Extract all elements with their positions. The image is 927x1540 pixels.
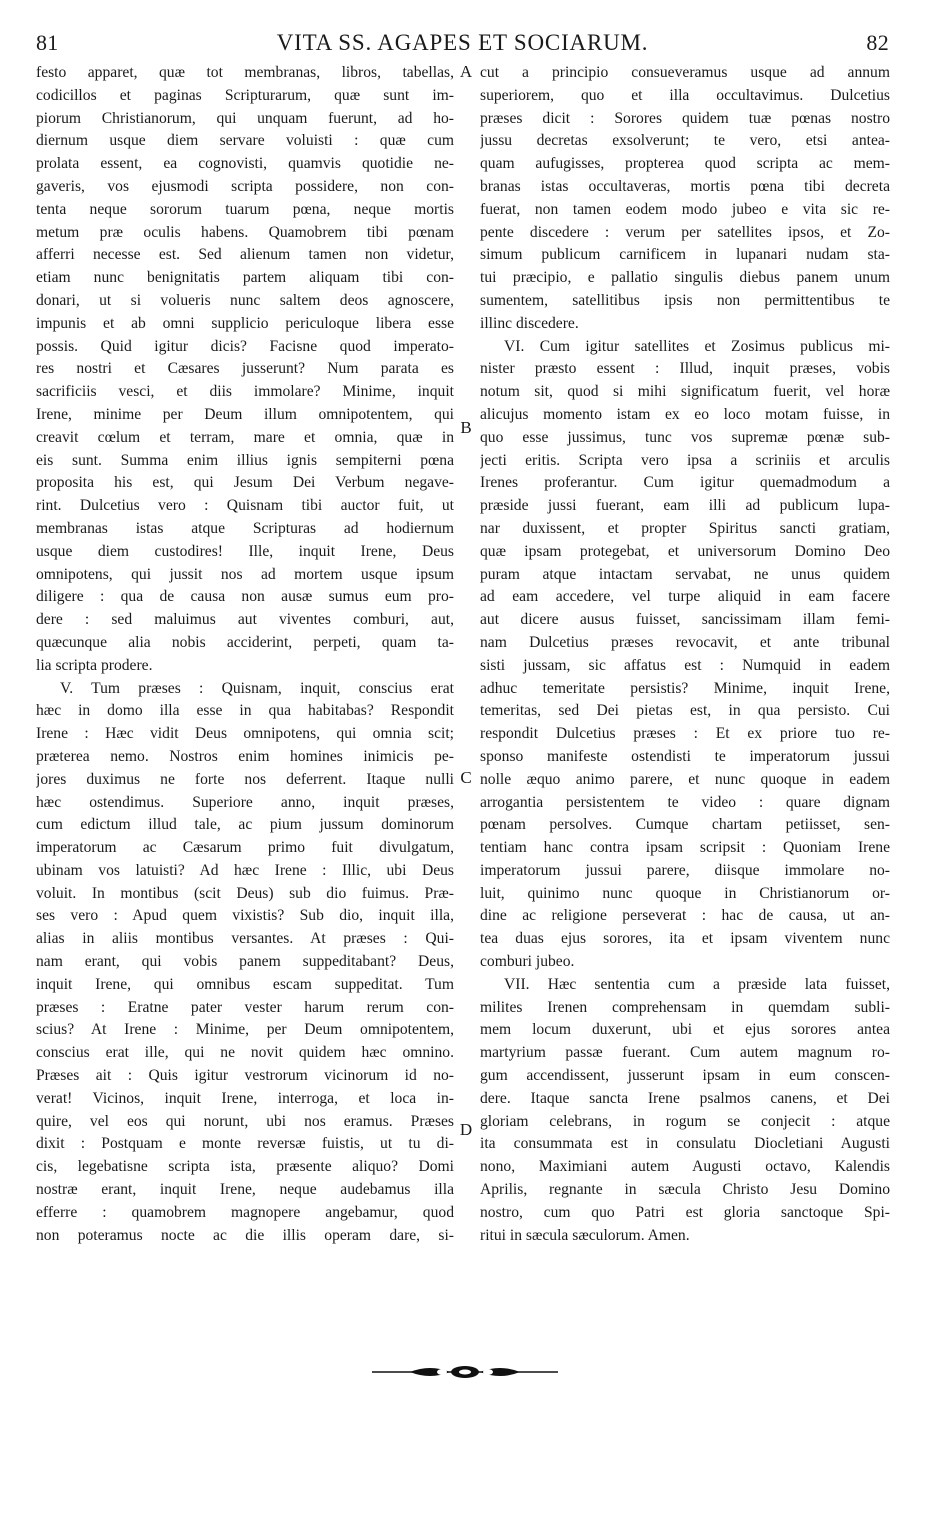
text-line: sisti jussam, sic affatus est : Numquid in eadem — [480, 656, 890, 674]
text-line: branas istas occultaveras, mortis pœna tibi decreta — [480, 177, 890, 195]
text-line: milites Irenen comprehensam in quemdam subli- — [480, 998, 890, 1016]
text-line: Præses ait : Quis igitur vestrorum vicinorum id no- — [36, 1067, 454, 1085]
text-line: quæ ipsam protegebat, et universorum Domino Deo — [480, 542, 890, 560]
text-line: fuerat, non tamen eodem modo jubeo e vita sic re- — [480, 200, 890, 218]
text-line: etiam nunc benignitatis partem aliquam tibi con- — [36, 269, 454, 287]
text-line: res nostri et Cæsares jusserunt? Num parata es — [36, 360, 454, 378]
text-line: cum edictum illud tale, ac pium jussum dominorum — [36, 816, 454, 834]
text-line: sponso manifeste ostendisti te imperatorum jussui — [480, 747, 890, 765]
text-line: donari, ut si volueris nunc saltem deos agnoscere, — [36, 291, 454, 309]
text-line: notum sit, quod si mihi significatum fuerit, vel horæ — [480, 383, 890, 401]
text-line: imperatorum ac Cæsarum primo fuit divulgatum, — [36, 839, 454, 857]
text-line: præses dicit : Sorores quidem tuæ pœnas nostro — [480, 109, 890, 127]
text-line: verat! Vicinos, inquit Irene, interroga, et loca in- — [36, 1089, 454, 1107]
tailpiece-ornament-icon — [370, 1360, 560, 1384]
text-line: dere : sed maluimus aut viventes comburi, aut, — [36, 611, 454, 629]
text-line: ubinam vos latuisti? Ad hæc Irene : Illic, ubi Deus — [36, 861, 454, 879]
text-line: codicillos et paginas Scripturarum, quæ sunt im- — [36, 86, 454, 104]
text-line: ses vero : Apud quem vixistis? Sub dio, inquit illa, — [36, 907, 454, 925]
text-line: tui præcipio, e pallatio singulis diebus panem unum — [480, 269, 890, 287]
text-line: diligere : qua de causa non ausæ sumus eum pro- — [36, 588, 454, 606]
text-line: Irenes proferantur. Cum igitur quemadmodum a — [480, 474, 890, 492]
running-header — [36, 30, 889, 60]
margin-letter-a: A — [459, 62, 473, 81]
text-line: alias in aliis montibus versantes. At præses : Qui- — [36, 930, 454, 948]
text-line: respondit Dulcetius præses : Et ex priore tuo re- — [480, 725, 890, 743]
text-line: nostro, cum quo Patri est gloria sanctoque Spi- — [480, 1203, 890, 1221]
text-line: voluit. In montibus (scit Deus) sub dio fuimus. Præ- — [36, 884, 454, 902]
text-line: nono, Maximiani autem Augusti octavo, Kalendis — [480, 1158, 890, 1176]
text-line: jecti eritis. Scripta vero ipsa a scriniis et arculis — [480, 451, 890, 469]
text-line: piorum Christianorum, qui unquam fuerunt, ad ho- — [36, 109, 454, 127]
text-line: impunis et ab omni supplicio periculoque libera esse — [36, 314, 454, 332]
text-line: usque diem custodires! Ille, inquit Irene, Deus — [36, 542, 454, 560]
text-line: creavit cœlum et terram, mare et omnia, quæ in — [36, 428, 454, 446]
text-line: comburi jubeo. — [480, 953, 575, 971]
text-line: luit, quinimo nunc quoque in Christianorum or- — [480, 884, 890, 902]
text-line: prolata essent, ea cognovisti, quamvis quotidie ne- — [36, 155, 454, 173]
text-line: festo apparet, quæ tot membranas, libros, tabellas, — [36, 64, 454, 81]
page-number-right: 82 — [866, 30, 889, 55]
text-line: quo esse jussimus, tunc vos supremæ pœnæ sub- — [480, 428, 890, 446]
right-column — [480, 62, 890, 1247]
text-line: quam aufugisses, propterea quod scripta ac mem- — [480, 155, 890, 173]
text-line: pœnam persolves. Cumque chartam petiisset, sen- — [480, 816, 890, 834]
text-line: præterea nemo. Nostros enim homines inimicis pe- — [36, 747, 454, 765]
text-line: sacrificiis vesci, et diis immolare? Minime, inquit — [36, 383, 454, 401]
text-line: cis, legebatisne scripta ista, præsente aliquo? Domi — [36, 1158, 454, 1176]
text-line: V. Tum præses : Quisnam, inquit, conscius erat — [60, 679, 454, 697]
text-line: non poteramus nocte ac die illis operam dare, si- — [36, 1226, 454, 1244]
text-line: imperatorum jussui parere, diisque immolare no- — [480, 861, 890, 879]
text-line: dere. Itaque sancta Irene psalmos canens, et Dei — [480, 1089, 890, 1107]
text-line: gloriam celebrans, in rogum se conjecit : atque — [480, 1112, 890, 1130]
text-line: hæc ostendimus. Superiore anno, inquit præses, — [36, 793, 454, 811]
text-line: quire, vel eos qui norunt, ubi nos eramus. Præses — [36, 1112, 454, 1130]
text-line: omnipotens, qui jussit nos ad mortem usque ipsum — [36, 565, 454, 583]
text-line: adhuc temeritate persistis? Minime, inquit Irene, — [480, 679, 890, 697]
text-line: VII. Hæc sententia cum a præside lata fuisset, — [504, 975, 890, 993]
left-column — [36, 62, 454, 1247]
margin-letter-d: D — [459, 1120, 473, 1139]
text-line: Aprilis, regnante in sæcula Christo Jesu Domino — [480, 1181, 890, 1199]
text-line: diernum usque diem servare voluisti : quæ cum — [36, 132, 454, 150]
text-line: membranas istas atque Scripturas ad hodiernum — [36, 519, 454, 537]
text-line: pente discedere : verum per satellites ipsos, et Zo- — [480, 223, 890, 241]
text-line: jussu decretas exsolverunt; te vero, etsi antea- — [480, 132, 890, 150]
text-line: dine ac religione perseverat : hac de causa, ut an- — [480, 907, 890, 925]
text-line: ad eam accedere, vel turpe aliquid in eam facere — [480, 588, 890, 606]
text-line: rint. Dulcetius vero : Quisnam tibi auctor fuit, ut — [36, 497, 454, 515]
text-line: conscius erat ille, qui ne novit quidem hæc omnino. — [36, 1044, 454, 1062]
text-line: possis. Quid igitur dicis? Facisne quod imperato- — [36, 337, 454, 355]
text-line: præses : Eratne pater vester harum rerum con- — [36, 998, 454, 1016]
text-line: proposita his est, qui Jesum Dei Verbum negave- — [36, 474, 454, 492]
text-line: nam erant, qui vobis panem suppeditabant? Deus, — [36, 953, 454, 971]
margin-letter-b: B — [460, 418, 472, 437]
text-line: ritui in sæcula sæculorum. Amen. — [480, 1226, 690, 1244]
text-line: Irene : Hæc vidit Deus omnipotens, qui omnia scit; — [36, 725, 454, 743]
text-line: præside jussi fuerant, eam illi ad publicum lupa- — [480, 497, 890, 515]
text-line: martyrium passæ fuerant. Cum autem magnum ro- — [480, 1044, 890, 1062]
text-line: tea duas ejus sorores, ita et ipsam viventem nunc — [480, 930, 890, 948]
text-line: arrogantia persistentem te video : quare dignam — [480, 793, 890, 811]
text-line: aut dicere ausus fuisset, sancissimam illam femi- — [480, 611, 890, 629]
text-line: illinc discedere. — [480, 314, 579, 332]
text-line: Irene, minime per Deum illum omnipotentem, qui — [36, 405, 454, 423]
text-line: cut a principio consueveramus usque ad annum — [480, 64, 890, 81]
text-line: nam Dulcetius præses revocavit, et ante tribunal — [480, 633, 890, 651]
text-line: gum accendissent, jusserunt ipsam in eum conscen- — [480, 1067, 890, 1085]
text-line: tentiam hanc contra ipsam scripsit : Quoniam Irene — [480, 839, 890, 857]
text-line: nar duxissent, et propter Spiritus sancti gratiam, — [480, 519, 890, 537]
text-line: mem locum duxerunt, ubi et ejus sorores antea — [480, 1021, 890, 1039]
text-line: tenta neque sororum tuarum pœna, neque mortis — [36, 200, 454, 218]
text-line: VI. Cum igitur satellites et Zosimus publicus mi- — [504, 337, 890, 355]
running-title: VITA SS. AGAPES ET SOCIARUM. — [276, 30, 649, 55]
text-line: metum præ oculis habens. Quamobrem tibi pœnam — [36, 223, 454, 241]
text-line: nostræ erant, inquit Irene, neque audebamus illa — [36, 1181, 454, 1199]
text-line: efferre : quamobrem magnopere angebamur, quod — [36, 1203, 454, 1221]
text-line: eis sunt. Summa enim illius ignis sempiterni pœna — [36, 451, 454, 469]
text-line: nister præsto essent : Illud, inquit præses, vobis — [480, 360, 890, 378]
text-line: superiorem, quo et illa occultavimus. Dulcetius — [480, 86, 890, 104]
text-line: inquit Irene, qui omnibus escam suppeditat. Tum — [36, 975, 454, 993]
text-line: hæc in domo illa esse in qua habitabas? Respondit — [36, 702, 454, 720]
text-line: nolle æquo animo parere, et nunc quoque in eadem — [480, 770, 890, 788]
text-line: quæcunque alia nobis acciderint, perpeti, quam ta- — [36, 633, 454, 651]
text-line: lia scripta prodere. — [36, 656, 153, 674]
text-line: afferri necesse est. Sed alienum tamen non videtur, — [36, 246, 454, 264]
text-line: simum publicum carnificem in lupanari nudam sta- — [480, 246, 890, 264]
page-number-left: 81 — [36, 30, 59, 55]
margin-letter-c: C — [460, 768, 472, 787]
text-line: ita consummata est in consulatu Diocletiani Augusti — [480, 1135, 890, 1153]
text-line: dixit : Postquam e monte reversæ fuistis, ut tu di- — [36, 1135, 454, 1153]
text-line: scius? At Irene : Minime, per Deum omnipotentem, — [36, 1021, 454, 1039]
text-line: jores duximus ne forte nos deferrent. Itaque nulli — [36, 770, 454, 788]
text-line: sumentem, satellitibus ipsis non permittentibus te — [480, 291, 890, 309]
text-line: gaveris, vos ejusmodi scripta possidere, non con- — [36, 177, 454, 195]
text-line: puram atque intactam servabat, ne unus quidem — [480, 565, 890, 583]
text-line: alicujus momento istam ex eo loco motam fuisse, in — [480, 405, 890, 423]
text-line: temeritas, sed Dei pietas est, in qua persisto. Cui — [480, 702, 890, 720]
